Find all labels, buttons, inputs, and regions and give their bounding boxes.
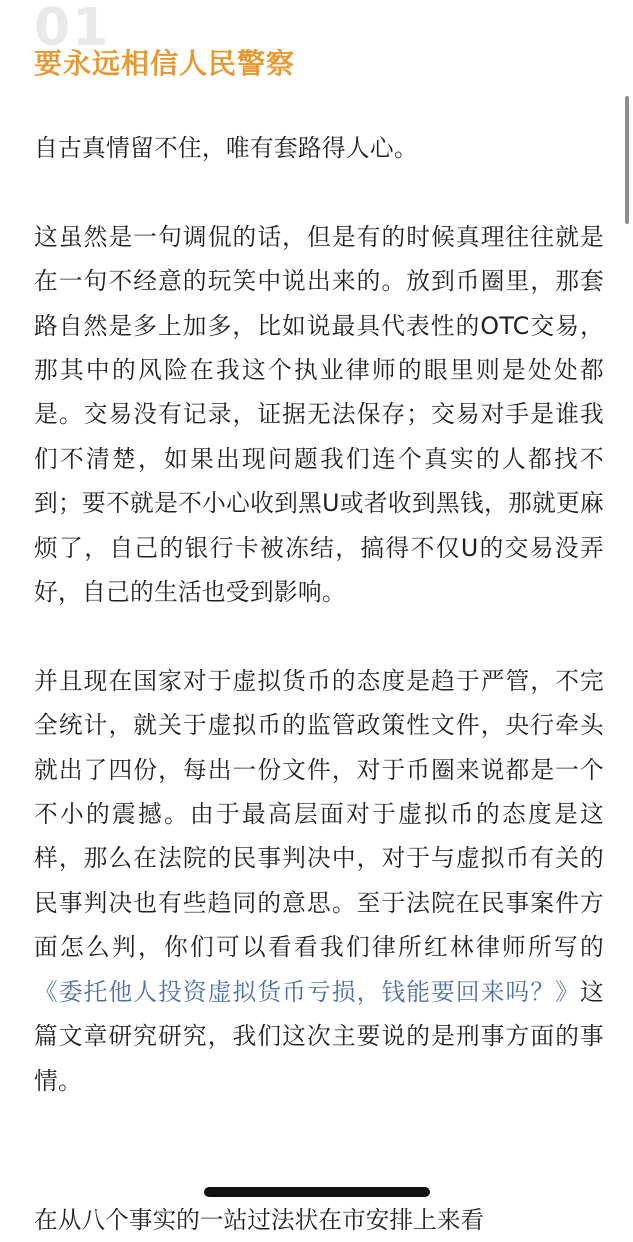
paragraph-3-text: 并且现在国家对于虚拟货币的态度是趋于严管，不完全统计，就关于虚拟币的监管政策性文件，央行牵头就出了四份，每出一份文件，对于币圈来说都是一个不小的震撼。由于最高层面对于虚拟币的态度是这样，那么在法院的民事判决中，对于与虚拟币有关的民事判决也有些趋同的意思。至于法院在民事案件方面怎么判，你们可以看看我们律所红林律师所写的: [34, 666, 604, 962]
paragraph-4-text: 在从八个事实的一站过法状在市安排上来看: [34, 1206, 485, 1234]
paragraph-4-partial: [34, 1198, 604, 1234]
scrollbar[interactable]: [625, 96, 629, 224]
paragraph-1: 自古真情留不住，唯有套路得人心。: [34, 134, 418, 162]
paragraph-3-text-end: 这篇文章研究研究，我们这次主要说的是刑事方面的事情。: [34, 977, 604, 1095]
article-link[interactable]: 《委托他人投资虚拟货币亏损，钱能要回来吗？》: [34, 977, 580, 1006]
paragraph-3: [34, 659, 604, 1103]
paragraph-2: 这虽然是一句调侃的话，但是有的时候真理往往就是在一句不经意的玩笑中说出来的。放到币圈里，那套路自然是多上加多，比如说最具代表性的OTC交易，那其中的风险在我这个执业律师的眼里则是处处都是。交易没有记录，证据无法保存；交易对手是谁我们不清楚，如果出现问题我们连个真实的人都找不到；要不就是不小心收到黑U或者收到黑钱，那就更麻烦了，自己的银行卡被冻结，搞得不仅U的交易没弄好，自己的生活也受到影响。: [34, 222, 604, 607]
section-title: 要永远相信人民警察: [34, 47, 296, 80]
article-body: [34, 126, 604, 1147]
home-indicator[interactable]: [204, 1187, 430, 1197]
section-number: 01: [34, 0, 111, 58]
